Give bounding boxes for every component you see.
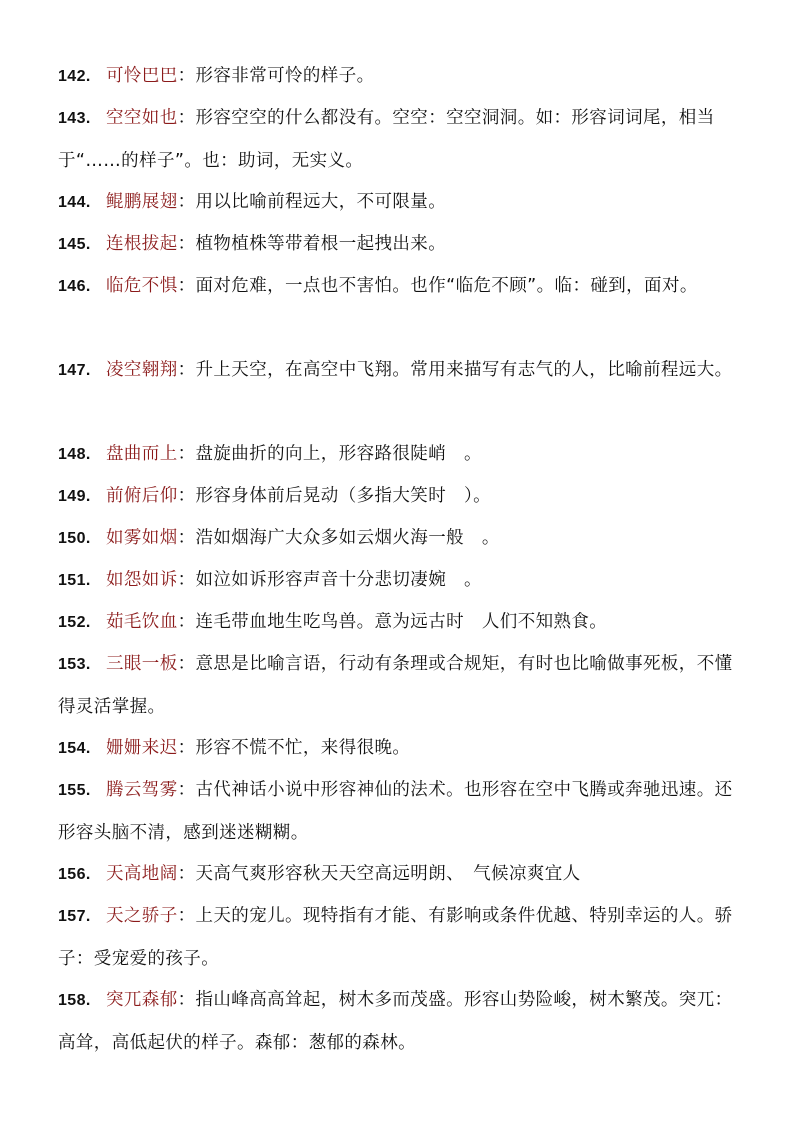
entry-number: 148. [58, 446, 91, 463]
idiom-term: 盘曲而上 [106, 444, 178, 464]
idiom-entry-153 [58, 643, 738, 728]
idiom-term: 可怜巴巴 [106, 66, 178, 86]
idiom-entry-152 [58, 601, 738, 644]
idiom-definition: ：盘旋曲折的向上，形容路很陡峭 。 [177, 444, 482, 464]
idiom-entry-158 [58, 979, 738, 1064]
idiom-term: 连根拔起 [106, 234, 178, 254]
idiom-entry-148 [58, 433, 738, 476]
idiom-definition: ：指山峰高高耸起，树木多而茂盛。形容山势险峻，树木繁茂。突兀：高耸，高低起伏的样子。森郁：葱郁的森林。 [58, 990, 733, 1053]
entry-number: 157. [58, 908, 91, 925]
idiom-definition: ：浩如烟海广大众多如云烟火海一般 。 [177, 528, 500, 548]
entry-number: 150. [58, 530, 91, 547]
idiom-entry-157 [58, 895, 738, 980]
idiom-term: 腾云驾雾 [106, 780, 178, 800]
idiom-term: 天高地阔 [106, 864, 178, 884]
idiom-entry-151 [58, 559, 738, 602]
entry-number: 146. [58, 278, 91, 295]
entry-number: 144. [58, 194, 91, 211]
entry-number: 143. [58, 110, 91, 127]
idiom-definition: ：古代神话小说中形容神仙的法术。也形容在空中飞腾或奔驰迅速。还形容头脑不清，感到迷迷糊糊。 [58, 780, 733, 843]
idiom-definition: ：用以比喻前程远大，不可限量。 [177, 192, 447, 212]
idiom-term: 鲲鹏展翅 [106, 192, 178, 212]
idiom-term: 前俯后仰 [106, 486, 178, 506]
idiom-entry-155 [58, 769, 738, 854]
idiom-definition: ：形容身体前后晃动（多指大笑时 ）。 [177, 486, 492, 506]
entry-number: 152. [58, 614, 91, 631]
idiom-entry-156 [58, 853, 738, 896]
idiom-definition: ：天高气爽形容秋天天空高远明朗、 气候凉爽宜人 [177, 864, 581, 884]
entry-number: 149. [58, 488, 91, 505]
entry-number: 151. [58, 572, 91, 589]
idiom-entry-154 [58, 727, 738, 770]
idiom-term: 突兀森郁 [106, 990, 178, 1010]
idiom-entry-142 [58, 55, 738, 98]
entry-number: 153. [58, 656, 91, 673]
idiom-term: 临危不惧 [106, 276, 178, 296]
idiom-term: 如怨如诉 [106, 570, 178, 590]
idiom-term: 天之骄子 [106, 906, 178, 926]
entry-number: 158. [58, 992, 91, 1009]
idiom-definition: ：升上天空，在高空中飞翔。常用来描写有志气的人，比喻前程远大。 [177, 360, 733, 380]
idiom-term: 茹毛饮血 [106, 612, 178, 632]
idiom-entry-147 [58, 349, 738, 392]
idiom-definition: ：连毛带血地生吃鸟兽。意为远古时 人们不知熟食。 [177, 612, 608, 632]
entry-number: 147. [58, 362, 91, 379]
idiom-term: 空空如也 [106, 108, 178, 128]
idiom-definition: ：如泣如诉形容声音十分悲切凄婉 。 [177, 570, 482, 590]
idiom-definition: ：意思是比喻言语，行动有条理或合规矩，有时也比喻做事死板，不懂得灵活掌握。 [58, 654, 733, 717]
idiom-entry-144 [58, 181, 738, 224]
entry-number: 156. [58, 866, 91, 883]
entry-number: 155. [58, 782, 91, 799]
entry-number: 154. [58, 740, 91, 757]
idiom-entry-143 [58, 97, 738, 182]
idiom-term: 如雾如烟 [106, 528, 178, 548]
idiom-definition: ：形容非常可怜的样子。 [177, 66, 375, 86]
idiom-entry-149 [58, 475, 738, 518]
idiom-definition: ：上天的宠儿。现特指有才能、有影响或条件优越、特别幸运的人。骄子：受宠爱的孩子。 [58, 906, 733, 969]
entry-number: 145. [58, 236, 91, 253]
idiom-term: 凌空翱翔 [106, 360, 178, 380]
idiom-definition: ：面对危难，一点也不害怕。也作“临危不顾”。临：碰到，面对。 [177, 276, 698, 296]
idiom-term: 姗姗来迟 [106, 738, 178, 758]
idiom-term: 三眼一板 [106, 654, 178, 674]
idiom-definition: ：形容空空的什么都没有。空空：空空洞洞。如：形容词词尾，相当于“……的样子”。也：助词，无实义。 [58, 108, 715, 171]
entry-number: 142. [58, 68, 91, 85]
idiom-definition: ：形容不慌不忙，来得很晚。 [177, 738, 411, 758]
idiom-entry-145 [58, 223, 738, 266]
idiom-entry-150 [58, 517, 738, 560]
idiom-definition: ：植物植株等带着根一起拽出来。 [177, 234, 447, 254]
idiom-entry-146 [58, 265, 738, 308]
